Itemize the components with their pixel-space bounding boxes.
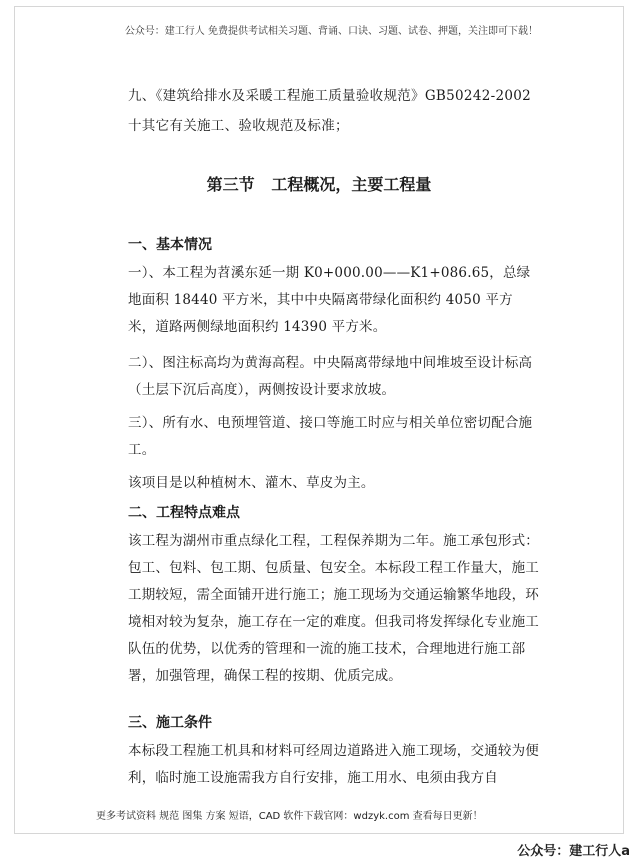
section-title: 第三节 工程概况，主要工程量 [206, 175, 432, 194]
regulation-line-1: 九、《建筑给排水及采暖工程施工质量验收规范》GB50242-2002 [128, 88, 532, 104]
watermark: 公众号：建工行人a [517, 844, 630, 859]
header-note: 公众号：建工行人 免费提供考试相关习题、背诵、口诀、习题、试卷、押题，关注即可下载！ [124, 26, 538, 37]
basic-paragraph-1: 一）、本工程为苕溪东延一期 K0+000.00——K1+086.65，总绿地面积 18440 平方米，其中中央隔离带绿化面积约 4050 平方米，道路两侧绿地面积约 14390 平方米。 [128, 265, 531, 335]
footer-note: 更多考试资料 规范 图集 方案 短语，CAD 软件下载官网：wdzyk.com 查看每日更新！ [96, 811, 483, 822]
basic-paragraph-3: 三）、所有水、电预埋管道、接口等施工时应与相关单位密切配合施工。 [128, 415, 533, 458]
basic-paragraph-4: 该项目是以种植树木、灌木、草皮为主。 [128, 475, 375, 491]
regulation-line-2: 十其它有关施工、验收规范及标准； [128, 118, 349, 134]
conditions-heading: 三、施工条件 [128, 715, 212, 731]
features-paragraph: 该工程为湖州市重点绿化工程，工程保养期为二年。施工承包形式：包工、包料、包工期、包质量、包安全。本标段工程工作量大，施工工期较短，需全面铺开进行施工；施工现场为交通运输繁华地段，环境相对较为复杂，施工存在一定的难度。但我司将发挥绿化专业施工队伍的优势，以优秀的管理和一流的施工技术，合理地进行施工部署，加强管理，确保工程的按期、优质完成。 [128, 533, 539, 684]
conditions-paragraph: 本标段工程施工机具和材料可经周边道路进入施工现场，交通较为便利，临时施工设施需我方自行安排，施工用水、电须由我方自 [128, 743, 539, 786]
basic-heading: 一、基本情况 [128, 237, 212, 253]
features-heading: 二、工程特点难点 [128, 505, 240, 521]
basic-paragraph-2: 二）、图注标高均为黄海高程。中央隔离带绿地中间堆坡至设计标高（土层下沉后高度），两侧按设计要求放坡。 [128, 355, 533, 398]
